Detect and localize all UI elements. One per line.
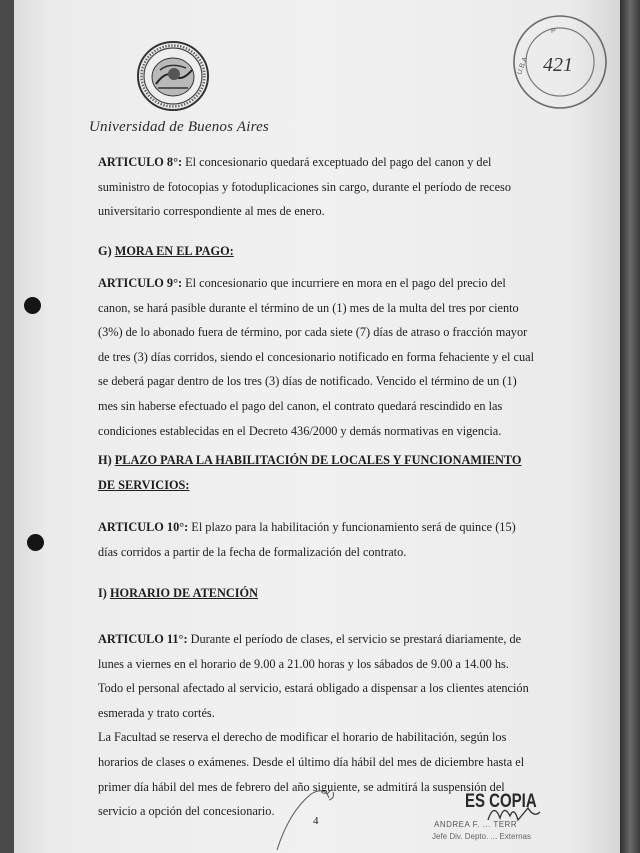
signer-name: ANDREA F. ... TERR	[434, 820, 518, 829]
punch-hole	[24, 297, 41, 314]
signer-title: Jefe Div. Depto. ... Externas	[432, 832, 532, 841]
university-name: Universidad de Buenos Aires	[89, 119, 269, 135]
section-h-heading: H) PLAZO PARA LA HABILITACIÓN DE LOCALES Y FUNCIONAMIENTO DE SERVICIOS:	[98, 453, 522, 492]
page-edge-shadow	[620, 0, 640, 853]
university-seal-icon	[136, 40, 210, 112]
article-11: ARTICULO 11°: Durante el período de clases, el servicio se prestará diariamente, de lunes a viernes en el horario de 9.00 a 21.00 horas y los sábados de 9.00 a 14.00 hs. Todo el personal afectado al servicio, estará obligado a dispensar a los clientes atención esmerada y trato cortés. La Facultad se reserva el derecho de modificar el horario de habilitación, según los horarios de clases o exámenes. Desde el último día hábil del mes de diciembre hasta el primer día hábil del mes de febrero del año siguiente, se admitirá la suspensión del servicio a opción del concesionario.	[98, 632, 529, 819]
stamp-number: 421	[543, 54, 573, 76]
article-9: ARTICULO 9°: El concesionario que incurriere en mora en el pago del precio del canon, se hará pasible durante el término de un (1) mes de la multa del tres por ciento (3%) de lo abonado fuera de término, por cada siete (7) días de atraso o fracción mayor de tres (3) días corridos, siendo el concesionario notificado en forma fehaciente y el cual se deberá pagar dentro de los tres (3) días de notificado. Vencido el término de un (1) mes sin haberse efectuado el pago del canon, el contrato quedará rescindido en las condiciones establecidas en el Decreto 436/2000 y demás normativas en vigencia.	[98, 276, 535, 438]
article-10: ARTICULO 10°: El plazo para la habilitación y funcionamiento será de quince (15) días corridos a partir de la fecha de formalización del contrato.	[98, 520, 516, 559]
section-g-heading: G) MORA EN EL PAGO:	[98, 244, 234, 258]
registry-stamp	[511, 13, 609, 111]
punch-hole	[27, 534, 44, 551]
handwritten-mark	[269, 782, 349, 852]
document-page	[14, 0, 620, 853]
copy-stamp: ES COPIA	[465, 790, 537, 813]
svg-text:U.B.A: U.B.A	[516, 56, 530, 76]
section-i-heading: I) HORARIO DE ATENCIÓN	[98, 586, 259, 600]
article-8: ARTICULO 8°: El concesionario quedará exceptuado del pago del canon y del suministro de fotocopias y fotoduplicaciones sin cargo, durante el período de receso universitario correspondiente al mes de enero.	[98, 155, 511, 219]
page-number: 4	[313, 815, 319, 827]
svg-text:P: P	[551, 28, 556, 35]
